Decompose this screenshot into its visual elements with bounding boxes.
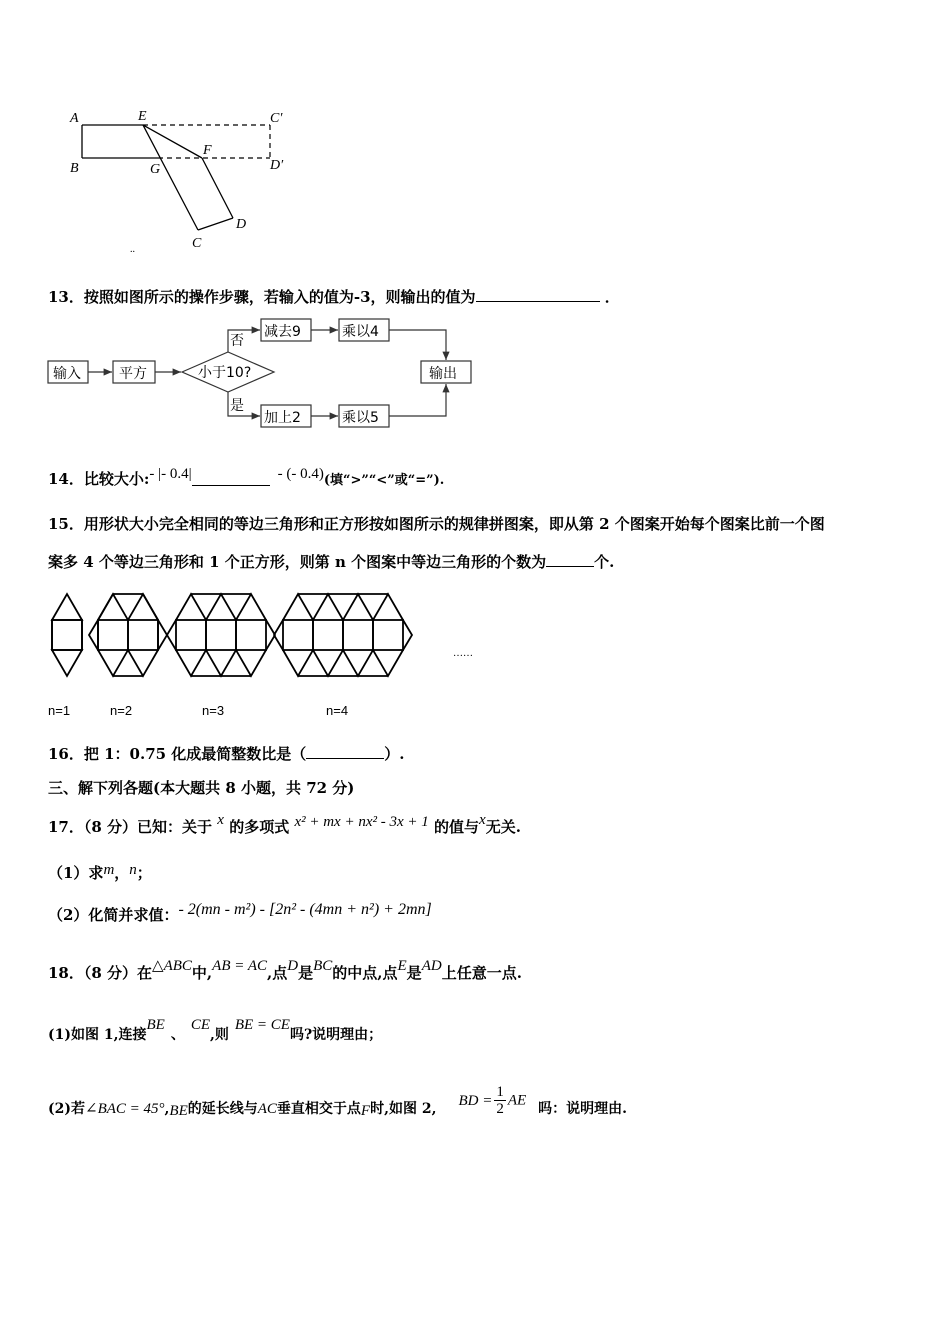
label-G: G — [150, 162, 161, 177]
q16-text: 16．把 1：0.75 化成最简整数比是（ — [48, 745, 307, 763]
folded-rectangle-figure — [60, 100, 300, 260]
flow-yes-label: 是 — [230, 398, 244, 414]
q18-point-F: F — [360, 1102, 371, 1119]
question-17-part1 — [48, 858, 152, 882]
q18-p2e: 吗：说明理由. — [538, 1100, 628, 1117]
q18-BC: BC — [313, 958, 333, 974]
q18-frac-num: 1 — [496, 1084, 504, 1100]
question-15-line2 — [48, 551, 614, 572]
q18-sep: 、 — [170, 1027, 185, 1043]
label-D-prime: D′ — [270, 158, 284, 173]
q18-t6: 上任意一点. — [441, 964, 522, 982]
q17-var-n: n — [129, 862, 137, 878]
q17-p1: （1）求 — [48, 864, 104, 882]
q17-lead: 17．（8 分）已知：关于 — [48, 818, 213, 836]
q18-AD: AD — [421, 958, 442, 974]
label-D: D — [236, 217, 247, 232]
q18-equal2: BE = CE — [234, 1017, 290, 1033]
q17-var-x: x — [217, 812, 224, 828]
pattern-n1 — [52, 594, 82, 676]
q18-p2a: (2)若 — [48, 1100, 85, 1117]
flow-add-label: 加上2 — [264, 410, 301, 426]
pattern-ellipsis: …… — [453, 648, 473, 659]
q18-point-E: E — [397, 958, 407, 974]
q18-point-D: D — [287, 958, 299, 974]
q18-CE: CE — [190, 1017, 210, 1033]
q17-mid: 的多项式 — [229, 818, 290, 836]
q17-p2: （2）化简并求值： — [48, 906, 179, 924]
pattern-label-n3: n=3 — [202, 703, 225, 718]
q18-equal: AB = AC — [212, 958, 267, 974]
q16-end: ）. — [384, 745, 405, 763]
q18-frac-den: 2 — [496, 1101, 504, 1117]
question-16 — [48, 743, 405, 764]
q13-text: 13．按照如图所示的操作步骤，若输入的值为-3，则输出的值为 — [48, 288, 476, 306]
q18-p1b: ,则 — [209, 1027, 229, 1043]
label-A: A — [70, 111, 79, 126]
q18-t4: 的中点,点 — [332, 964, 398, 982]
q17-polynomial: x² + mx + nx² - 3x + 1 — [294, 814, 429, 830]
pattern-label-n4: n=4 — [326, 703, 349, 718]
q18-t2: ,点 — [267, 964, 288, 982]
pattern-figure — [40, 580, 500, 725]
q18-angle: ∠BAC = 45° — [85, 1100, 165, 1117]
flow-multiply4-label: 乘以4 — [342, 324, 379, 340]
q17-end: 无关. — [485, 818, 521, 836]
label-C-prime: C′ — [270, 111, 283, 126]
q18-lead: 18．（8 分）在 — [48, 964, 153, 982]
question-13 — [48, 286, 620, 307]
q18-t5: 是 — [406, 964, 422, 982]
pattern-label-n2: n=2 — [110, 703, 133, 718]
question-18-part1 — [48, 1014, 383, 1043]
flow-square-label: 平方 — [119, 366, 147, 382]
pattern-n2 — [89, 594, 167, 676]
q14-expr1: - |- 0.4| — [149, 466, 192, 482]
q17-expression: - 2(mn - m²) - [2n² - (4mn + n²) + 2mn] — [178, 901, 432, 918]
figure-dots: .. — [130, 244, 135, 255]
flow-multiply5-label: 乘以5 — [342, 410, 379, 426]
pattern-label-n1: n=1 — [48, 703, 71, 718]
question-18-part2 — [48, 1084, 627, 1117]
q17-comma: ， — [114, 864, 130, 882]
flow-subtract-label: 减去9 — [264, 324, 301, 340]
flow-no-label: 否 — [230, 333, 244, 349]
flow-output-label: 输出 — [429, 366, 457, 382]
q17-after: 的值与 — [434, 818, 480, 836]
q18-p1c: 吗?说明理由； — [289, 1027, 383, 1043]
q15-line2a: 案多 4 个等边三角形和 1 个正方形，则第 n 个图案中等边三角形的个数为 — [48, 553, 547, 571]
question-14 — [48, 462, 445, 488]
q18-triangle: △ABC — [152, 958, 192, 974]
q18-fraction — [494, 1084, 506, 1117]
pattern-n4 — [274, 594, 412, 676]
flowchart — [40, 312, 480, 434]
flow-input-label: 输入 — [53, 366, 81, 382]
q18-p2b: 的延长线与 — [187, 1100, 258, 1117]
flow-condition-label: 小于10? — [198, 365, 252, 381]
q18-BE2: BE — [169, 1102, 188, 1119]
q18-BD: BD = — [458, 1092, 493, 1109]
section-3-heading: 三、解下列各题(本大题共 8 小题，共 72 分) — [48, 779, 355, 797]
question-17 — [48, 810, 521, 836]
q15-line2b: 个. — [594, 553, 615, 571]
q16-answer-blank[interactable] — [306, 758, 384, 759]
label-E: E — [138, 109, 147, 124]
q18-t1: 中, — [191, 964, 213, 982]
q18-comma: , — [164, 1100, 170, 1117]
q18-BE: BE — [146, 1017, 165, 1033]
q14-tail: (填“>”“<”或“=”). — [323, 473, 445, 488]
question-17-part2 — [48, 898, 432, 924]
q14-answer-blank[interactable] — [192, 485, 270, 486]
q15-answer-blank[interactable] — [546, 566, 594, 567]
q14-expr2: - (- 0.4) — [277, 466, 324, 482]
label-B: B — [70, 161, 79, 176]
q18-AE: AE — [507, 1092, 527, 1109]
q13-answer-blank[interactable] — [476, 301, 600, 302]
label-F: F — [203, 143, 212, 158]
q18-p1a: (1)如图 1,连接 — [48, 1027, 147, 1043]
q13-end: ． — [604, 288, 620, 306]
question-18 — [48, 954, 522, 982]
q14-lead: 14．比较大小: — [48, 470, 150, 488]
question-15-line1: 15．用形状大小完全相同的等边三角形和正方形按如图所示的规律拼图案，即从第 2 个图案开始每个图案比前一个图 — [48, 515, 825, 533]
label-C: C — [192, 236, 202, 251]
q18-t3: 是 — [298, 964, 314, 982]
q17-var-x2: x — [479, 812, 486, 828]
pattern-n3 — [167, 594, 275, 676]
q17-semi: ； — [136, 864, 152, 882]
q18-p2c: 垂直相交于点 — [276, 1100, 361, 1117]
q18-AC: AC — [257, 1100, 277, 1117]
q18-p2d: 时,如图 2, — [370, 1100, 437, 1117]
q17-var-m: m — [103, 862, 115, 878]
